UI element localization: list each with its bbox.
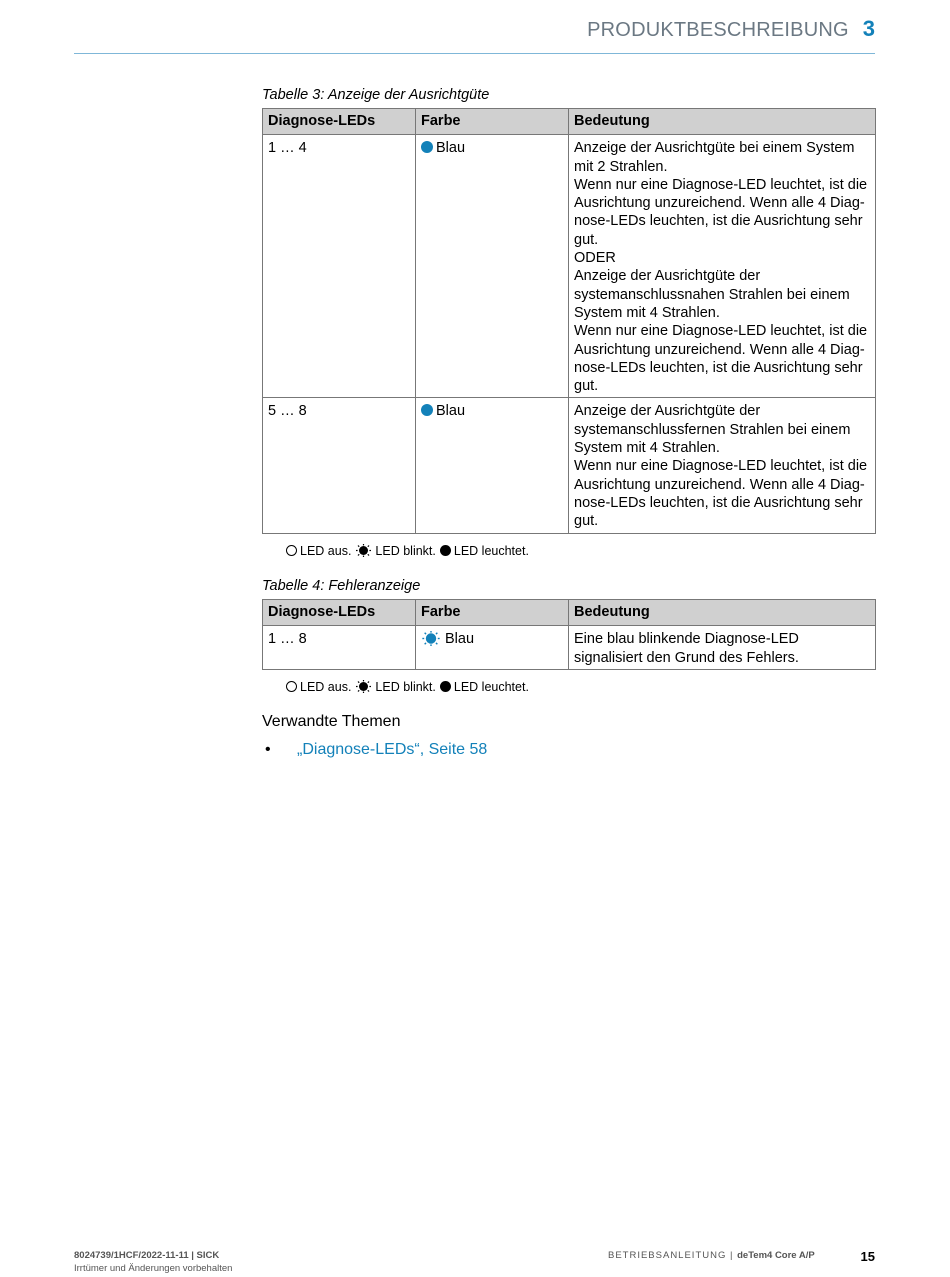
meaning-para: Wenn nur eine Diagnose-LED leuchtet, ist die Ausrichtung unzureichend. Wenn alle 4 Diagnose-LEDs leuchten, ist die Ausrichtung sehr gut. bbox=[574, 176, 868, 248]
led-blue-dot-icon bbox=[421, 404, 433, 416]
cell-leds: 1 … 8 bbox=[263, 626, 416, 670]
led-blink-icon bbox=[421, 631, 441, 646]
chapter-number: 3 bbox=[862, 16, 875, 41]
table4-section bbox=[262, 578, 875, 694]
footer-doc-type bbox=[608, 1250, 815, 1261]
legend-blink: LED blinkt. bbox=[375, 543, 436, 558]
table3-caption: Tabelle 3: Anzeige der Ausrichtgüte bbox=[262, 87, 490, 103]
cell-color bbox=[416, 398, 569, 533]
led-blue-dot-icon bbox=[421, 141, 433, 153]
meaning-para: Anzeige der Ausrichtgüte der systemanschlussfernen Strahlen bei einem System mit 4 Strahlen. bbox=[574, 403, 851, 457]
footer-disclaimer: Irrtümer und Änderungen vorbehalten bbox=[74, 1262, 233, 1274]
table-row bbox=[263, 626, 876, 670]
color-label: Blau bbox=[445, 631, 475, 648]
col-header-color: Farbe bbox=[416, 600, 569, 626]
meaning-para: Anzeige der Ausrichtgüte bei einem System mit 2 Strahlen. bbox=[574, 140, 855, 175]
legend-off: LED aus. bbox=[300, 543, 352, 558]
related-heading: Verwandte Themen bbox=[262, 713, 401, 730]
color-label: Blau bbox=[436, 403, 466, 420]
led-on-icon bbox=[440, 681, 451, 692]
meaning-para: Anzeige der Ausrichtgüte der systemanschlussnahen Strahlen bei einem System mit 4 Strahlen. bbox=[574, 268, 850, 321]
table-header-row bbox=[263, 109, 876, 135]
related-topics bbox=[262, 713, 875, 759]
header-divider bbox=[74, 53, 875, 54]
page-header bbox=[587, 16, 875, 42]
led-on-icon bbox=[440, 545, 451, 556]
footer-doc-type-label: BETRIEBSANLEITUNG | bbox=[608, 1250, 734, 1261]
footer-doc-id: 8024739/1HCF/2022-11-11 | SICK bbox=[74, 1250, 220, 1261]
legend-blink: LED blinkt. bbox=[375, 679, 436, 694]
table4 bbox=[262, 599, 876, 670]
table3 bbox=[262, 108, 876, 534]
bullet: • bbox=[265, 741, 271, 758]
meaning-para: Wenn nur eine Diagnose-LED leuchtet, ist die Ausrichtung unzureichend. Wenn alle 4 Diagnose-LEDs leuchten, ist die Ausrichtung sehr gut. bbox=[574, 323, 868, 395]
footer-product: deTem4 Core A/P bbox=[737, 1250, 815, 1261]
page-number: 15 bbox=[860, 1249, 875, 1264]
cell-leds: 5 … 8 bbox=[263, 398, 416, 533]
table-row bbox=[263, 135, 876, 398]
table3-section bbox=[262, 87, 875, 558]
col-header-color: Farbe bbox=[416, 109, 569, 135]
led-legend bbox=[286, 680, 875, 694]
cell-meaning bbox=[569, 398, 876, 533]
led-blink-icon bbox=[355, 680, 372, 693]
col-header-leds: Diagnose-LEDs bbox=[263, 109, 416, 135]
table-row bbox=[263, 398, 876, 533]
cell-meaning bbox=[569, 135, 876, 398]
legend-on: LED leuchtet. bbox=[453, 679, 529, 694]
cell-color bbox=[416, 135, 569, 398]
related-list bbox=[262, 741, 875, 759]
col-header-meaning: Bedeutung bbox=[569, 109, 876, 135]
cell-leds: 1 … 4 bbox=[263, 135, 416, 398]
legend-on: LED leuchtet. bbox=[453, 543, 529, 558]
chapter-title: PRODUKTBESCHREIBUNG bbox=[587, 19, 849, 41]
led-off-icon bbox=[286, 681, 297, 692]
led-legend bbox=[286, 544, 875, 558]
col-header-meaning: Bedeutung bbox=[569, 600, 876, 626]
legend-off: LED aus. bbox=[300, 679, 352, 694]
meaning-para: Wenn nur eine Diagnose-LED leuchtet, ist die Ausrichtung unzureichend. Wenn alle 4 Diagnose-LEDs leuchten, ist die Ausrichtung sehr gut. bbox=[574, 458, 868, 530]
color-label: Blau bbox=[436, 140, 466, 157]
cell-meaning: Eine blau blinkende Diagnose-LED signalisiert den Grund des Fehlers. bbox=[569, 626, 876, 670]
led-blink-icon bbox=[355, 544, 372, 557]
table-header-row bbox=[263, 600, 876, 626]
meaning-para: ODER bbox=[574, 250, 616, 267]
table4-caption: Tabelle 4: Fehleranzeige bbox=[262, 578, 421, 594]
related-link[interactable] bbox=[262, 741, 875, 759]
cell-color bbox=[416, 626, 569, 670]
col-header-leds: Diagnose-LEDs bbox=[263, 600, 416, 626]
related-link-text[interactable]: „Diagnose-LEDs“, Seite 58 bbox=[297, 741, 488, 758]
footer-left bbox=[74, 1250, 232, 1275]
led-off-icon bbox=[286, 545, 297, 556]
